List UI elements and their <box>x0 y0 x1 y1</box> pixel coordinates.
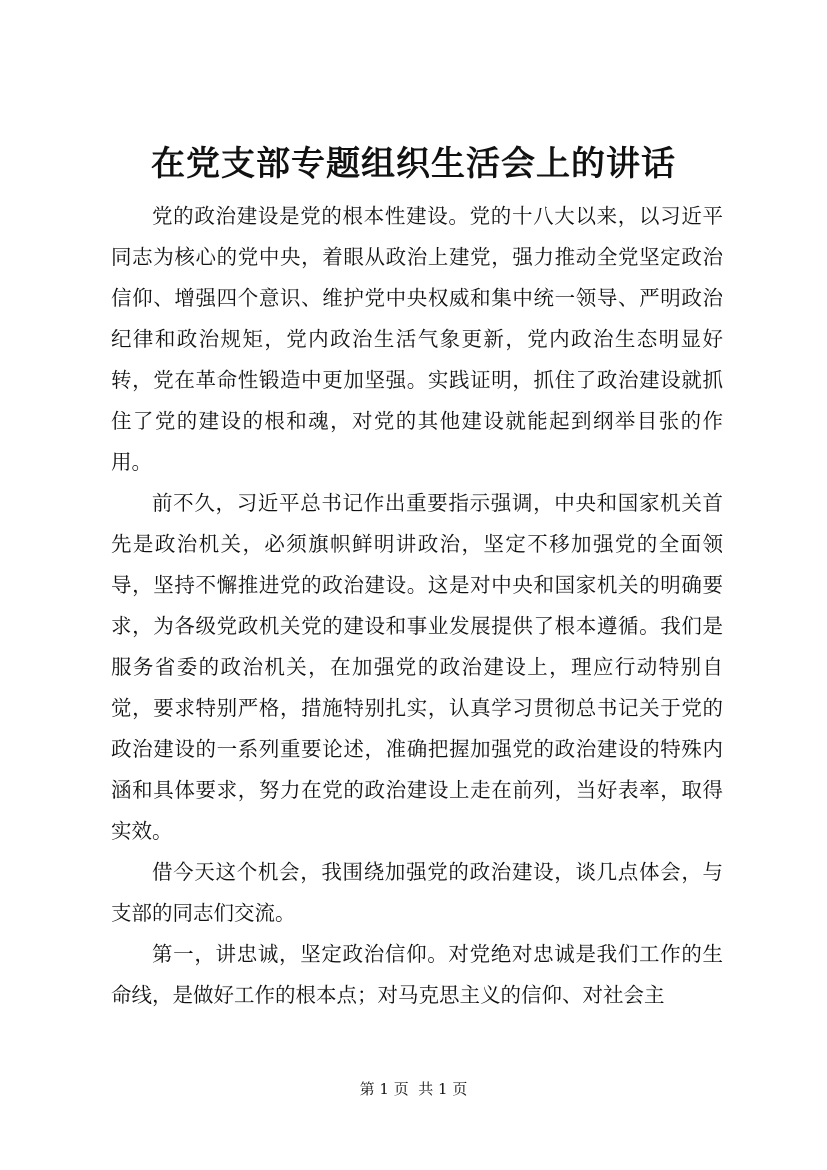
paragraph: 党的政治建设是党的根本性建设。党的十八大以来，以习近平同志为核心的党中央，着眼从政治上建党，强力推动全党坚定政治信仰、增强四个意识、维护党中央权威和集中统一领导、严明政治纪律和政治规矩，党内政治生活气象更新，党内政治生态明显好转，党在革命性锻造中更加坚强。实践证明，抓住了政治建设就抓住了党的建设的根和魂，对党的其他建设就能起到纲举目张的作用。 <box>111 204 723 474</box>
document-title: 在党支部专题组织生活会上的讲话 <box>151 144 676 184</box>
paragraph: 前不久，习近平总书记作出重要指示强调，中央和国家机关首先是政治机关，必须旗帜鲜明讲政治，坚定不移加强党的全面领导，坚持不懈推进党的政治建设。这是对中央和国家机关的明确要求，为各级党政机关党的建设和事业发展提供了根本遵循。我们是服务省委的政治机关，在加强党的政治建设上，理应行动特别自觉，要求特别严格，措施特别扎实，认真学习贯彻总书记关于党的政治建设的一系列重要论述，准确把握加强党的政治建设的特殊内涵和具体要求，努力在党的政治建设上走在前列，当好表率，取得实效。 <box>111 491 723 843</box>
paragraph: 借今天这个机会，我围绕加强党的政治建设，谈几点体会，与支部的同志们交流。 <box>111 860 723 925</box>
paragraph: 第一，讲忠诚，坚定政治信仰。对党绝对忠诚是我们工作的生命线，是做好工作的根本点；对马克思主义的信仰、对社会主 <box>111 942 723 1007</box>
document-body <box>111 196 723 1016</box>
page-footer: 第 1 页 共 1 页 <box>359 1080 468 1098</box>
